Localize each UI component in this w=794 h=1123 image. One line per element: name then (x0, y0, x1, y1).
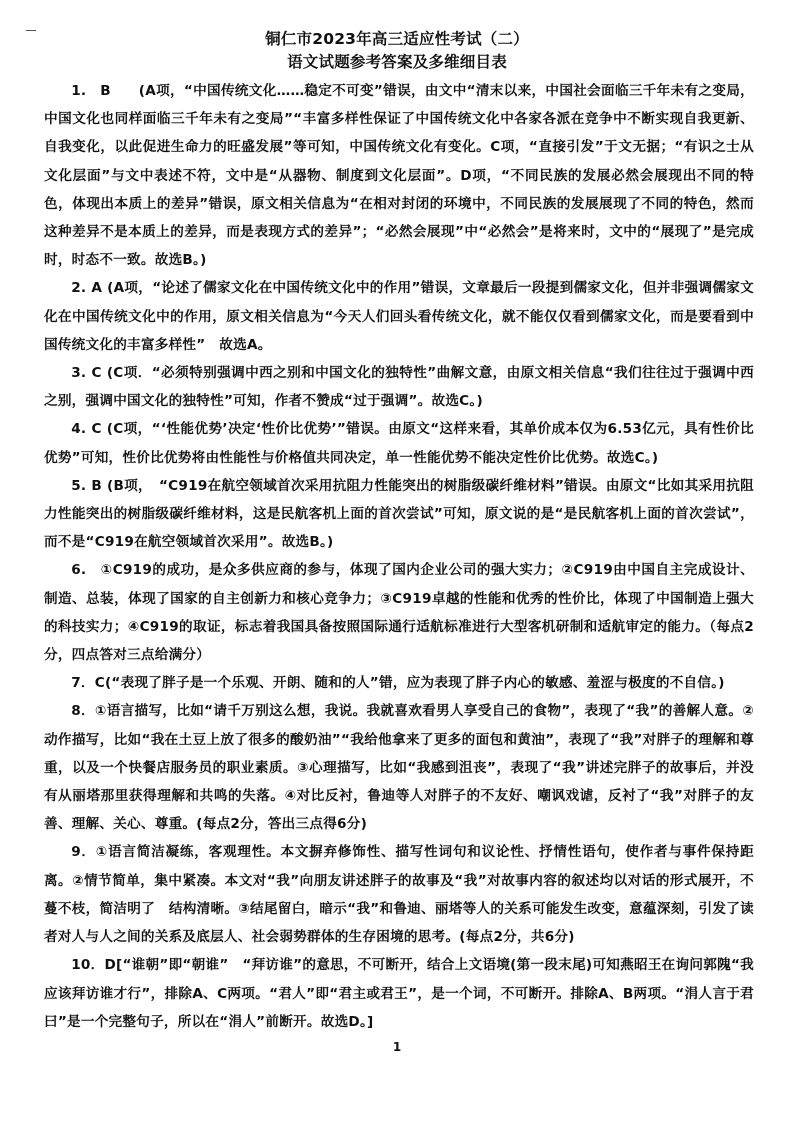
answer-item-5: 5. B (B项， “C919在航空领域首次采用抗阻力性能突出的树脂级碳纤维材料”错误。由原文“比如其采用抗阻力性能突出的树脂级碳纤维材料，这是民航客机上面的首次尝试”可知，原文说的是“是民航客机上面的首次尝试”，而不是“C919在航空领域首次采用”。故选B。) (44, 477, 754, 551)
page-title: 铜仁市2023年高三适应性考试（二） (265, 30, 529, 48)
answer-item-6: 6. ①C919的成功，是众多供应商的参与，体现了国内企业公司的强大实力；②C919由中国自主完成设计、制造、总装，体现了国家的自主创新力和核心竞争力；③C919卓越的性能和优秀的性价比，体现了中国制造上强大的科技实力；④C919的取证，标志着我国具备按照国际通行适航标准进行大型客机研制和适航审定的能力。（每点2分，四点答对三点给满分） (44, 562, 754, 664)
answer-item-4: 4. C (C项，“‘性能优势’决定‘性价比优势’”错误。由原文“这样来看，其单价成本仅为6.53亿元，具有性价比优势”可知，性价比优势将由性能性与价格值共同决定，单一性能优势不能决定性价比优势。故选C。) (44, 421, 754, 466)
answer-item-10: 10．D[“谁朝”即“朝谁” “拜访谁”的意思，不可断开，结合上文语境(第一段末尾)可知燕昭王在询问郭隗“我应该拜访谁才行”，排除A、C两项。“君人”即“君主或君王”，是一个词，不可断开。排除A、B两项。“涓人言于君曰”是一个完整句子，所以在“涓人”前断开。故选D。] (44, 957, 754, 1030)
answer-item-1: 1. B (A项，“中国传统文化……稳定不可变”错误，由文中“清末以来，中国社会面临三千年未有之变局，中国文化也同样面临三千年未有之变局”“丰富多样性保证了中国传统文化中各家各派在竞争中不断实现自我更新、自我变化，以此促进生命力的旺盛发展”等可知，中国传统文化有变化。C项，“直接引发”于文无据；“有识之士从文化层面”与文中表述不符，文中是“从器物、制度到文化层面”。D项，“不同民族的发展必然会展现出不同的特色，体现出本质上的差异”错误，原文相关信息为“在相对封闭的环境中，不同民族的发展展现了不同的特色，然而这种差异不是本质上的差异，而是表现方式的差异”；“必然会展现”中“必然会”是将来时，文中的“展现了”是完成时，时态不一致。故选B。) (44, 83, 754, 269)
answer-item-9: 9．①语言简洁凝练，客观理性。本文摒弃修饰性、描写性词句和议论性、抒情性语句，使作者与事件保持距离。②情节简单，集中紧凑。本文对“我”向朋友讲述胖子的故事及“我”对故事内容的叙述均以对话的形式展开，不蔓不枝，简洁明了 结构清晰。③结尾留白，暗示“我”和鲁迪、丽塔等人的关系可能发生改变，意蕴深刻，引发了读者对人与人之间的关系及底层人、社会弱势群体的生存困境的思考。(每点2分，共6分) (44, 844, 754, 946)
answer-item-3: 3. C (C项．“必须特别强调中西之别和中国文化的独特性”曲解文意，由原文相关信息“我们往往过于强调中西之别，强调中国文化的独特性”可知，作者不赞成“过于强调”。故选C。) (44, 365, 754, 410)
page-number: 1 (392, 1040, 402, 1054)
answer-list (44, 77, 754, 1036)
page-subtitle: 语文试题参考答案及多维细目表 (287, 53, 507, 71)
answer-item-8: 8．①语言描写，比如“请千万别这么想，我说。我就喜欢看男人享受自己的食物”，表现了“我”的善解人意。②动作描写，比如“我在土豆上放了很多的酸奶油”“我给他拿来了更多的面包和黄油”，表现了“我”对胖子的理解和尊重，以及一个快餐店服务员的职业素质。③心理描写，比如“我感到沮丧”，表现了“我”讲述完胖子的故事后，并没有从丽塔那里获得理解和共鸣的失落。④对比反衬，鲁迪等人对胖子的不友好、嘲讽戏谑，反衬了“我”对胖子的友善、理解、关心、尊重。(每点2分，答出三点得6分) (44, 703, 754, 833)
answer-item-2: 2. A (A项，“论述了儒家文化在中国传统文化中的作用”错误，文章最后一段提到儒家文化，但并非强调儒家文化在中国传统文化中的作用，原文相关信息为“今天人们回头看传统文化，就不能仅仅看到儒家文化，而是要看到中国传统文化的丰富多样性” 故选A。 (44, 280, 754, 353)
answer-item-7: 7．C(“表现了胖子是一个乐观、开朗、随和的人”错，应为表现了胖子内心的敏感、羞涩与极度的不自信。) (71, 675, 725, 692)
page-header (0, 28, 794, 74)
